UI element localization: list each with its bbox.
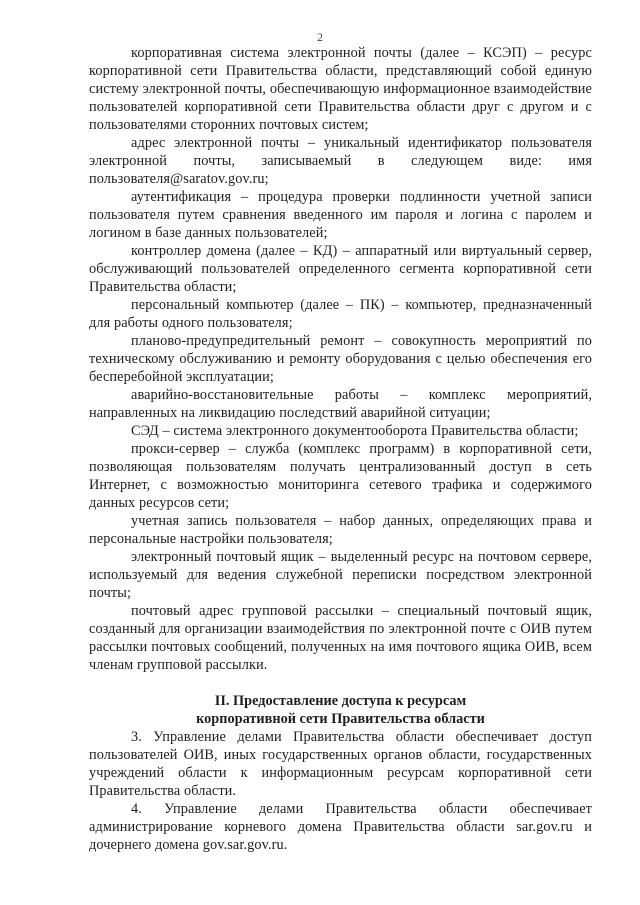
definition-planned-repair: планово-предупредительный ремонт – совокупность мероприятий по техническому обслуживанию и ремонту оборудования с целью обеспечения его бесперебойной эксплуатации; bbox=[89, 333, 592, 385]
document-body bbox=[89, 44, 592, 854]
definition-ksep: корпоративная система электронной почты (далее – КСЭП) – ресурс корпоративной сети Правительства области, представляющий собой единую систему электронной почты, обеспечивающую информационное взаимодействие пользователей корпоративной сети Правительства области друг с другом и с пользователями сторонних почтовых систем; bbox=[89, 45, 592, 133]
definition-proxy-server: прокси-сервер – служба (комплекс программ) в корпоративной сети, позволяющая пользователям получать централизованный доступ в сеть Интернет, с возможностью мониторинга сетевого трафика и содержимого данных ресурсов сети; bbox=[89, 441, 592, 511]
clause-4: 4. Управление делами Правительства области обеспечивает администрирование корневого домена Правительства области sar.gov.ru и дочернего домена gov.sar.gov.ru. bbox=[89, 801, 592, 853]
definition-group-mailing: почтовый адрес групповой рассылки – специальный почтовый ящик, созданный для организации взаимодействия по электронной почте с ОИВ путем рассылки почтовых сообщений, полученных на имя почтового ящика ОИВ, всем членам групповой рассылки. bbox=[89, 603, 592, 673]
section-2-heading-line-2: корпоративной сети Правительства области bbox=[196, 711, 485, 727]
definition-domain-controller: контроллер домена (далее – КД) – аппаратный или виртуальный сервер, обслуживающий пользователей определенного сегмента корпоративной сети Правительства области; bbox=[89, 243, 592, 295]
definition-sed: СЭД – система электронного документооборота Правительства области; bbox=[131, 423, 579, 439]
definition-personal-computer: персональный компьютер (далее – ПК) – компьютер, предназначенный для работы одного пользователя; bbox=[89, 297, 592, 331]
section-2-heading-line-1: II. Предоставление доступа к ресурсам bbox=[214, 693, 467, 709]
definition-user-account: учетная запись пользователя – набор данных, определяющих права и персональные настройки пользователя; bbox=[89, 513, 592, 547]
definition-emergency-works: аварийно-восстановительные работы – комплекс мероприятий, направленных на ликвидацию последствий аварийной ситуации; bbox=[89, 387, 592, 421]
clause-3: 3. Управление делами Правительства области обеспечивает доступ пользователей ОИВ, иных государственных органов области, государственных учреждений области к информационным ресурсам корпоративной сети Правительства области. bbox=[89, 729, 592, 799]
definition-email-address: адрес электронной почты – уникальный идентификатор пользователя электронной почты, записываемый в следующем виде: имя пользователя@saratov.gov.ru; bbox=[89, 135, 592, 187]
section-2-heading bbox=[89, 692, 592, 728]
definition-authentication: аутентификация – процедура проверки подлинности учетной записи пользователя путем сравнения введенного им пароля и логина с паролем и логином в базе данных пользователей; bbox=[89, 189, 592, 241]
definition-mailbox: электронный почтовый ящик – выделенный ресурс на почтовом сервере, используемый для ведения служебной переписки посредством электронной почты; bbox=[89, 549, 592, 601]
page-number: 2 bbox=[317, 30, 323, 44]
